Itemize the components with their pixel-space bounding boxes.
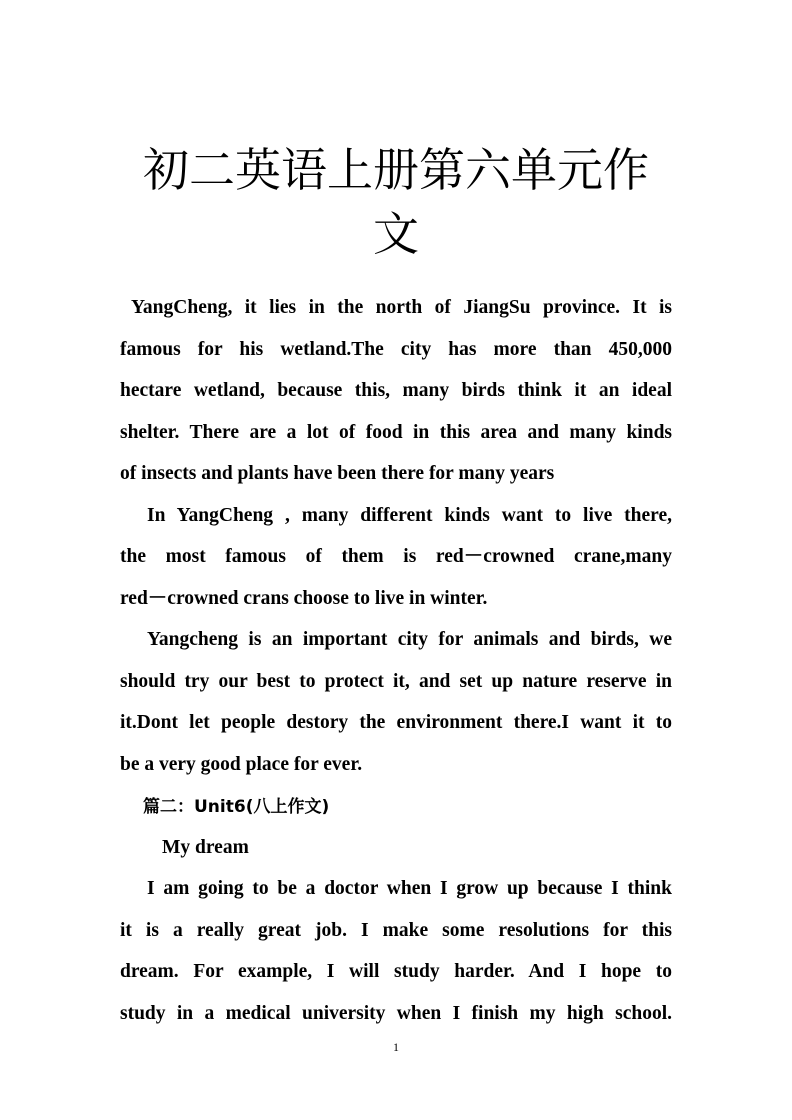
paragraph-line: YangCheng, it lies in the north of JiangSu province. It is [131,297,672,318]
document-title-line-1: 初二英语上册第六单元作 [143,143,649,197]
page-number: 1 [393,1040,399,1054]
paragraph-line: famous for his wetland.The city has more than 450,000 [120,339,672,360]
paragraph-line: of insects and plants have been there for many years [120,463,555,484]
paragraph-line: red－crowned crans choose to live in winter. [120,588,488,609]
paragraph-line: should try our best to protect it, and set up nature reserve in [120,671,672,692]
essay-title: My dream [162,837,249,858]
section-heading: 篇二：Unit6(八上作文) [143,797,330,817]
paragraph-line: I am going to be a doctor when I grow up because I think [147,878,672,899]
paragraph-line: Yangcheng is an important city for animals and birds, we [147,629,672,650]
paragraph-line: the most famous of them is red－crowned crane,many [120,546,672,567]
paragraph-line: be a very good place for ever. [120,754,363,775]
document-title-line-2: 文 [373,207,419,261]
paragraph-line: shelter. There are a lot of food in this area and many kinds [120,422,672,443]
paragraph-line: study in a medical university when I finish my high school. [120,1003,672,1024]
paragraph-line: dream. For example, I will study harder. And I hope to [120,961,672,982]
paragraph-line: it is a really great job. I make some resolutions for this [120,920,672,941]
paragraph-line: it.Dont let people destory the environment there.I want it to [120,712,672,733]
paragraph-line: In YangCheng , many different kinds want to live there, [147,505,672,526]
paragraph-line: hectare wetland, because this, many birds think it an ideal [120,380,672,401]
